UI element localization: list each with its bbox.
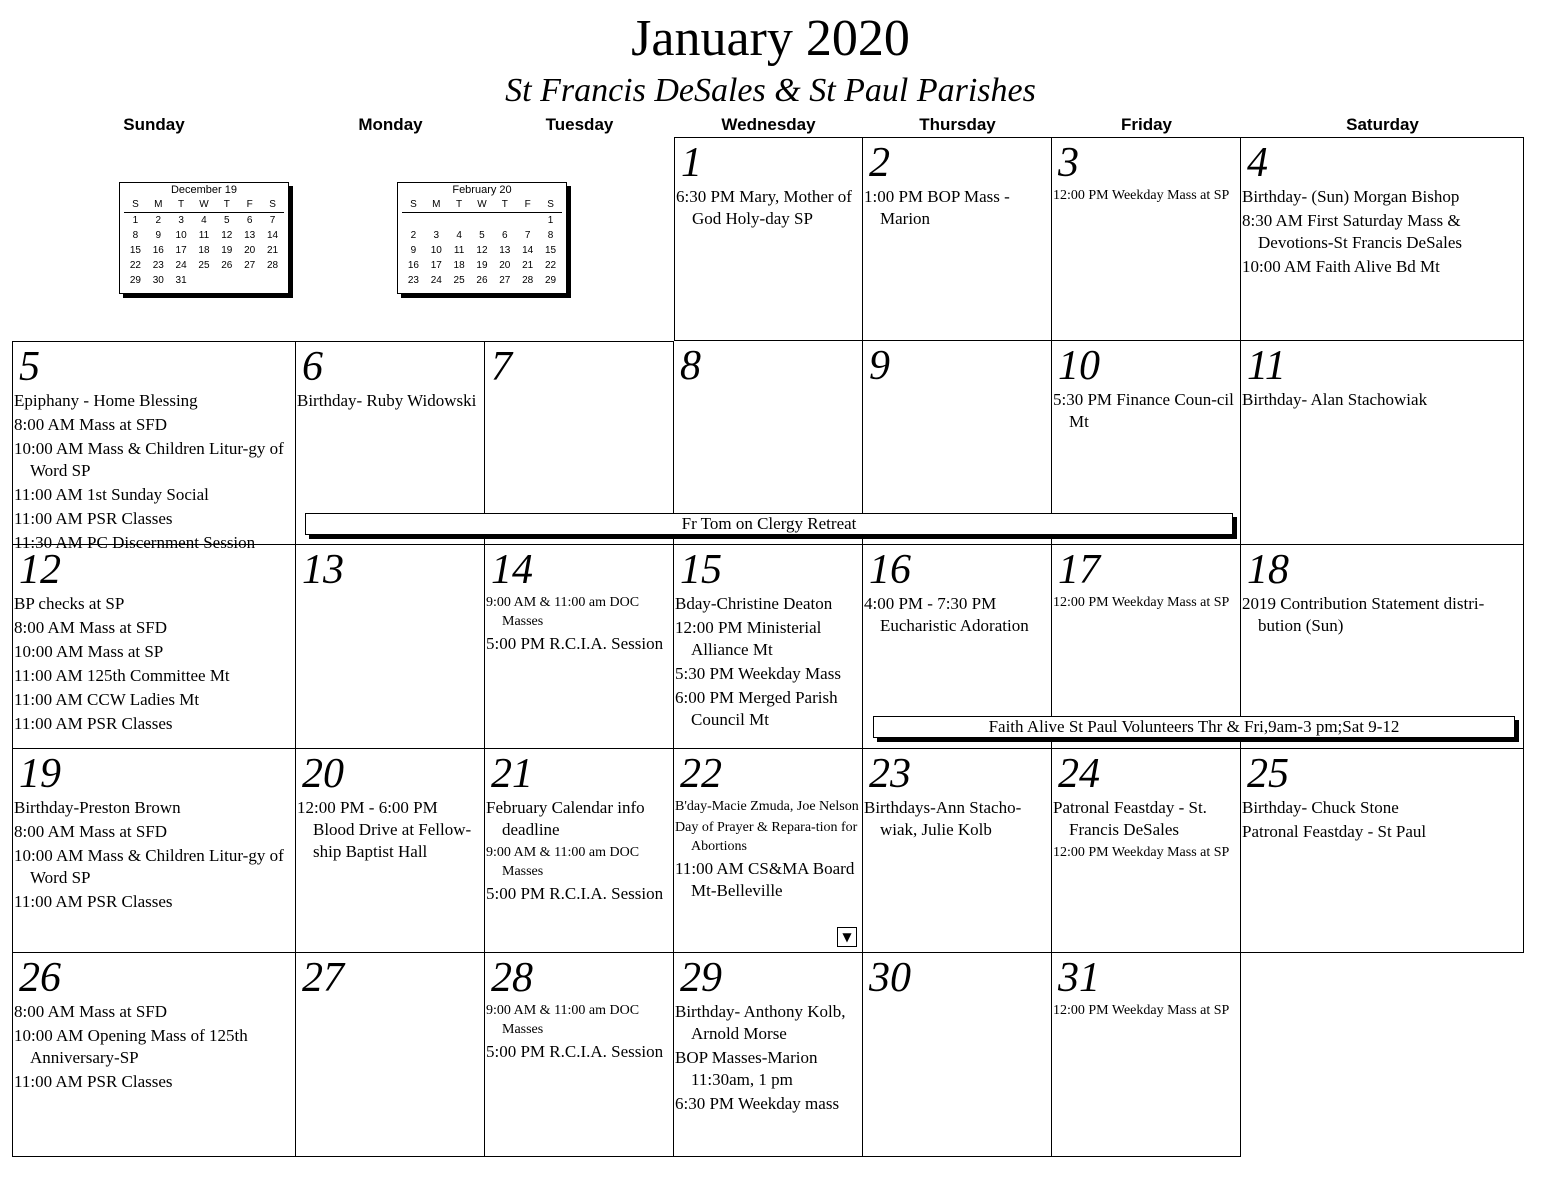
mini-calendar-weekday: W — [477, 199, 487, 210]
event-list — [1242, 389, 1522, 413]
calendar-event[interactable]: 12:00 PM Ministerial Alliance Mt — [675, 618, 822, 659]
event-list — [1242, 797, 1522, 845]
event-list — [864, 797, 1050, 843]
calendar-title: January 2020 — [631, 10, 910, 67]
day-number: 12 — [19, 547, 61, 593]
mini-calendar-day: 3 — [178, 215, 184, 226]
day-number: 22 — [680, 751, 722, 797]
mini-calendar-day: 18 — [453, 260, 465, 271]
calendar-event[interactable]: 11:00 AM PSR Classes — [14, 1072, 173, 1091]
day-cell-12[interactable] — [12, 545, 296, 749]
mini-calendar-day: 23 — [407, 275, 419, 286]
calendar-event[interactable]: 11:00 AM PSR Classes — [14, 509, 173, 528]
mini-calendar-day: 1 — [132, 215, 139, 226]
calendar-event[interactable]: 10:00 AM Opening Mass of 125th Anniversary-SP — [14, 1026, 248, 1067]
calendar-event[interactable]: BOP Masses-Marion 11:30am, 1 pm — [675, 1048, 818, 1089]
mini-calendar-day — [516, 213, 539, 229]
mini-calendar-day: 24 — [430, 275, 442, 286]
mini-calendar-weekday: T — [223, 199, 230, 210]
day-number: 9 — [869, 343, 890, 389]
day-number: 27 — [302, 955, 344, 1001]
calendar-event[interactable]: 12:00 PM Weekday Mass at SP — [1053, 595, 1230, 610]
mini-calendar-day: 8 — [132, 230, 139, 241]
mini-calendar-day: 26 — [476, 275, 488, 286]
day-cell-15[interactable] — [674, 545, 863, 749]
day-number: 5 — [19, 344, 40, 390]
mini-calendar-day: 5 — [479, 230, 485, 241]
calendar-event[interactable]: 4:00 PM - 7:30 PM Eucharistic Adoration — [864, 594, 1029, 635]
weekday-header-tuesday: Tuesday — [545, 115, 614, 134]
day-number: 28 — [491, 955, 533, 1001]
calendar-event[interactable]: 11:00 AM PSR Classes — [14, 714, 173, 733]
calendar-event[interactable]: 8:00 AM Mass at SFD — [14, 1002, 168, 1021]
calendar-event[interactable]: 6:30 PM Mary, Mother of God Holy-day SP — [676, 187, 852, 228]
mini-calendar-weekday: S — [410, 199, 417, 210]
mini-calendar-day: 4 — [201, 215, 207, 226]
day-number: 3 — [1058, 140, 1079, 186]
event-list — [1053, 389, 1239, 435]
day-cell-31[interactable] — [1052, 953, 1241, 1157]
mini-calendar-day: 3 — [433, 230, 440, 241]
event-list — [297, 390, 483, 414]
mini-calendar-day: 8 — [547, 230, 554, 241]
day-cell-11[interactable] — [1241, 341, 1524, 545]
calendar-event[interactable]: B'day-Macie Zmuda, Joe Nelson — [675, 799, 859, 814]
mini-calendar-day: 2 — [155, 215, 162, 226]
event-list — [1242, 593, 1522, 639]
day-cell-21[interactable] — [485, 749, 674, 953]
mini-calendar-day — [215, 273, 238, 288]
mini-calendar-day: 29 — [544, 275, 557, 286]
mini-calendar-title: December 19 — [170, 184, 238, 196]
calendar-event[interactable]: 11:00 AM 1st Sunday Social — [14, 485, 209, 504]
mini-calendar-day — [425, 213, 448, 229]
mini-calendar-day: 6 — [502, 230, 508, 241]
calendar-event[interactable]: 11:00 AM PSR Classes — [14, 892, 173, 911]
day-cell-20[interactable] — [296, 749, 485, 953]
mini-calendar-weekday: F — [524, 199, 531, 210]
day-number: 30 — [869, 955, 911, 1001]
mini-calendar-day: 16 — [407, 260, 419, 271]
mini-calendar-weekday: S — [132, 199, 139, 210]
calendar-event[interactable]: Birthday- Anthony Kolb, Arnold Morse — [675, 1002, 846, 1043]
day-number: 17 — [1058, 547, 1100, 593]
calendar-event[interactable]: 8:00 AM Mass at SFD — [14, 415, 168, 434]
mini-calendar-december — [119, 182, 289, 294]
day-cell-26[interactable] — [12, 953, 296, 1157]
calendar-event[interactable]: 5:30 PM Weekday Mass — [675, 664, 841, 683]
event-list — [1053, 593, 1239, 614]
calendar-event[interactable]: 12:00 PM Weekday Mass at SP — [1053, 188, 1230, 203]
calendar-event[interactable]: 8:00 AM Mass at SFD — [14, 822, 168, 841]
mini-calendar-weekday: T — [178, 199, 185, 210]
day-number: 11 — [1247, 343, 1286, 389]
weekday-header-friday: Friday — [1120, 115, 1173, 134]
day-cell-28[interactable] — [485, 953, 674, 1157]
mini-calendar-day — [402, 213, 425, 229]
mini-calendar-day — [261, 273, 284, 288]
day-cell-24[interactable] — [1052, 749, 1241, 953]
mini-calendar-day: 27 — [244, 260, 256, 271]
mini-calendar-day: 26 — [221, 260, 233, 271]
mini-calendar-day: 29 — [129, 275, 141, 286]
event-list — [1053, 797, 1239, 864]
mini-calendar-day: 1 — [547, 215, 554, 226]
mini-calendar-day: 5 — [224, 215, 230, 226]
mini-calendar-day: 10 — [175, 230, 187, 241]
mini-calendar-february — [397, 182, 567, 294]
day-cell-5[interactable] — [12, 341, 296, 552]
more-events-arrow-icon[interactable]: ▼ — [837, 927, 857, 947]
weekday-header-sunday: Sunday — [123, 115, 185, 134]
day-number: 4 — [1247, 140, 1268, 186]
calendar-event[interactable]: 5:00 PM R.C.I.A. Session — [486, 1042, 664, 1061]
event-list — [297, 797, 483, 865]
mini-calendar-day — [471, 213, 494, 229]
weekday-header-monday: Monday — [358, 115, 423, 134]
event-list — [675, 797, 861, 904]
calendar-event[interactable]: Patronal Feastday - St Paul — [1242, 822, 1427, 841]
day-number: 21 — [491, 751, 533, 797]
calendar-event[interactable]: 12:00 PM Weekday Mass at SP — [1053, 1003, 1230, 1018]
calendar-event[interactable]: 9:00 AM & 11:00 am DOC Masses — [486, 845, 640, 879]
mini-calendar-grid — [124, 197, 284, 288]
calendar-event[interactable]: Birthday- Ruby Widowski — [297, 391, 477, 410]
day-cell-27[interactable] — [296, 953, 485, 1157]
mini-calendar-day: 27 — [499, 275, 511, 286]
day-cell-22[interactable] — [674, 749, 863, 953]
mini-calendar-day: 13 — [499, 245, 511, 256]
calendar-event[interactable]: 8:30 AM First Saturday Mass & Devotions-St Francis DeSales — [1242, 211, 1462, 252]
mini-calendar-day — [238, 273, 261, 288]
day-number: 31 — [1058, 955, 1100, 1001]
mini-calendar-day: 22 — [544, 260, 557, 271]
mini-calendar-day: 15 — [544, 245, 557, 256]
mini-calendar-day: 16 — [152, 245, 164, 256]
day-cell-25[interactable] — [1241, 749, 1524, 953]
day-number: 18 — [1247, 547, 1289, 593]
mini-calendar-day: 7 — [524, 230, 531, 241]
mini-calendar-weekday: S — [547, 199, 554, 210]
day-number: 2 — [869, 140, 890, 186]
calendar-event[interactable]: 12:00 PM - 6:00 PM Blood Drive at Fellow-ship Baptist Hall — [297, 798, 472, 861]
day-cell-1[interactable] — [674, 137, 863, 341]
mini-calendar-day: 22 — [129, 260, 141, 271]
event-list — [1242, 186, 1522, 280]
event-list — [14, 1001, 294, 1095]
mini-calendar-weekday: T — [501, 199, 508, 210]
calendar-event[interactable]: 11:00 AM CS&MA Board Mt-Belleville — [675, 859, 855, 900]
calendar-event[interactable]: 5:30 PM Finance Coun-cil Mt — [1053, 390, 1234, 431]
mini-calendar-day: 20 — [244, 245, 256, 256]
weekday-header-wednesday: Wednesday — [721, 115, 816, 134]
mini-calendar-day: 12 — [476, 245, 488, 256]
mini-calendar-day: 31 — [175, 275, 187, 286]
calendar-event[interactable]: Day of Prayer & Repara-tion for Abortions — [675, 820, 858, 854]
day-number: 26 — [19, 955, 61, 1001]
mini-calendar-day: 18 — [198, 245, 210, 256]
calendar-event[interactable]: Patronal Feastday - St. Francis DeSales — [1053, 798, 1207, 839]
calendar-event[interactable]: 1:00 PM BOP Mass - Marion — [864, 187, 1010, 228]
event-list — [864, 593, 1050, 639]
mini-calendar-day: 21 — [522, 260, 534, 271]
calendar-event[interactable]: Bday-Christine Deaton — [675, 594, 833, 613]
mini-calendar-day: 19 — [476, 260, 488, 271]
mini-calendar-day: 23 — [152, 260, 164, 271]
event-list — [14, 390, 294, 556]
calendar-event[interactable]: 10:00 AM Mass at SP — [14, 642, 164, 661]
mini-calendar-weekday: M — [432, 199, 441, 210]
event-list — [14, 593, 294, 737]
calendar-event[interactable]: 6:30 PM Weekday mass — [675, 1094, 840, 1113]
day-number: 8 — [680, 343, 701, 389]
calendar-event[interactable]: 10:00 AM Faith Alive Bd Mt — [1242, 257, 1440, 276]
day-number: 15 — [680, 547, 722, 593]
day-cell-4[interactable] — [1241, 137, 1524, 341]
weekday-header-saturday: Saturday — [1346, 115, 1419, 134]
calendar-event[interactable]: 10:00 AM Mass & Children Litur-gy of Word SP — [14, 846, 284, 887]
event-list — [675, 593, 861, 733]
calendar-subtitle: St Francis DeSales & St Paul Parishes — [505, 72, 1036, 109]
day-number: 25 — [1247, 751, 1289, 797]
event-list — [486, 797, 672, 907]
day-cell-19[interactable] — [12, 749, 296, 953]
weekday-header-thursday: Thursday — [919, 115, 996, 134]
calendar-event[interactable]: 11:30 AM PC Discernment Session — [14, 533, 256, 552]
day-number: 6 — [302, 344, 323, 390]
mini-calendar-day: 9 — [155, 230, 162, 241]
calendar-event[interactable]: 11:00 AM 125th Committee Mt — [14, 666, 230, 685]
mini-calendar-day: 13 — [244, 230, 256, 241]
event-list — [676, 186, 861, 232]
mini-calendar-day: 28 — [266, 260, 279, 271]
calendar-event[interactable]: 2019 Contribution Statement distri-bution (Sun) — [1242, 594, 1485, 635]
mini-calendar-weekday: M — [154, 199, 163, 210]
mini-calendar-weekday: W — [199, 199, 209, 210]
event-list — [14, 797, 294, 915]
mini-calendar-day: 7 — [269, 215, 276, 226]
mini-calendar-day: 11 — [198, 230, 210, 241]
day-number: 19 — [19, 751, 61, 797]
day-cell-23[interactable] — [863, 749, 1052, 953]
day-cell-13[interactable] — [296, 545, 485, 749]
event-list — [1053, 1001, 1239, 1022]
calendar-event[interactable]: Birthday- Alan Stachowiak — [1242, 390, 1428, 409]
day-number: 24 — [1058, 751, 1100, 797]
calendar-event[interactable]: 9:00 AM & 11:00 am DOC Masses — [486, 595, 640, 629]
day-number: 10 — [1058, 343, 1100, 389]
day-number: 13 — [302, 547, 344, 593]
calendar-event[interactable]: BP checks at SP — [14, 594, 125, 613]
calendar-event[interactable]: 11:00 AM CCW Ladies Mt — [14, 690, 200, 709]
calendar-event[interactable]: 9:00 AM & 11:00 am DOC Masses — [486, 1003, 640, 1037]
day-number: 29 — [680, 955, 722, 1001]
day-number: 14 — [491, 547, 533, 593]
day-cell-14[interactable] — [485, 545, 674, 749]
event-list — [675, 1001, 861, 1117]
mini-calendar-title: February 20 — [452, 184, 512, 196]
calendar-event[interactable]: Birthday- (Sun) Morgan Bishop — [1242, 187, 1460, 206]
day-number: 7 — [491, 344, 512, 390]
mini-calendar-day: 4 — [456, 230, 462, 241]
calendar-event[interactable]: Epiphany - Home Blessing — [14, 391, 198, 410]
event-banner-faith-alive-volunteers[interactable]: Faith Alive St Paul Volunteers Thr & Fri,9am-3 pm;Sat 9-12 — [873, 716, 1515, 738]
event-list — [1053, 186, 1239, 207]
mini-calendar-day: 2 — [410, 230, 417, 241]
mini-calendar-day: 25 — [453, 275, 465, 286]
calendar-event[interactable]: February Calendar info deadline — [486, 798, 645, 839]
day-cell-29[interactable] — [674, 953, 863, 1157]
mini-calendar-day: 19 — [221, 245, 233, 256]
calendar-event[interactable]: 5:00 PM R.C.I.A. Session — [486, 634, 664, 653]
mini-calendar-day: 15 — [129, 245, 141, 256]
mini-calendar-grid — [402, 197, 562, 288]
mini-calendar-day: 10 — [430, 245, 442, 256]
mini-calendar-weekday: T — [456, 199, 463, 210]
calendar-event[interactable]: 12:00 PM Weekday Mass at SP — [1053, 845, 1230, 860]
calendar-event[interactable]: 6:00 PM Merged Parish Council Mt — [675, 688, 838, 729]
day-cell-3[interactable] — [1052, 137, 1241, 341]
mini-calendar-day: 17 — [430, 260, 442, 271]
day-number: 1 — [681, 140, 702, 186]
event-list — [864, 186, 1050, 232]
mini-calendar-day: 21 — [266, 245, 279, 256]
mini-calendar-day: 17 — [175, 245, 187, 256]
mini-calendar-day: 25 — [198, 260, 210, 271]
mini-calendar-day: 20 — [499, 260, 511, 271]
event-list — [486, 1001, 672, 1065]
calendar-event[interactable]: 8:00 AM Mass at SFD — [14, 618, 168, 637]
calendar-event[interactable]: 10:00 AM Mass & Children Litur-gy of Word SP — [14, 439, 284, 480]
mini-calendar-day — [448, 213, 471, 229]
day-number: 23 — [869, 751, 911, 797]
calendar-event[interactable]: Birthday- Chuck Stone — [1242, 798, 1399, 817]
calendar-event[interactable]: Birthday-Preston Brown — [14, 798, 181, 817]
day-number: 16 — [869, 547, 911, 593]
day-cell-2[interactable] — [863, 137, 1052, 341]
mini-calendar-day: 28 — [522, 275, 534, 286]
mini-calendar-day: 9 — [410, 245, 417, 256]
mini-calendar-day: 24 — [175, 260, 187, 271]
mini-calendar-day: 30 — [152, 275, 164, 286]
event-list — [486, 593, 672, 657]
mini-calendar-day: 14 — [522, 245, 534, 256]
mini-calendar-day: 12 — [221, 230, 233, 241]
mini-calendar-day — [493, 213, 516, 229]
mini-calendar-day: 11 — [453, 245, 465, 256]
mini-calendar-weekday: S — [269, 199, 276, 210]
day-cell-30[interactable] — [863, 953, 1052, 1157]
event-banner-clergy-retreat[interactable]: Fr Tom on Clergy Retreat — [305, 513, 1233, 535]
mini-calendar-day — [193, 273, 216, 288]
mini-calendar-day: 6 — [246, 215, 253, 226]
day-number: 20 — [302, 751, 344, 797]
calendar-event[interactable]: 5:00 PM R.C.I.A. Session — [486, 884, 664, 903]
calendar-event[interactable]: Birthdays-Ann Stacho-wiak, Julie Kolb — [864, 798, 1022, 839]
mini-calendar-day: 14 — [266, 230, 279, 241]
mini-calendar-weekday: F — [246, 199, 253, 210]
